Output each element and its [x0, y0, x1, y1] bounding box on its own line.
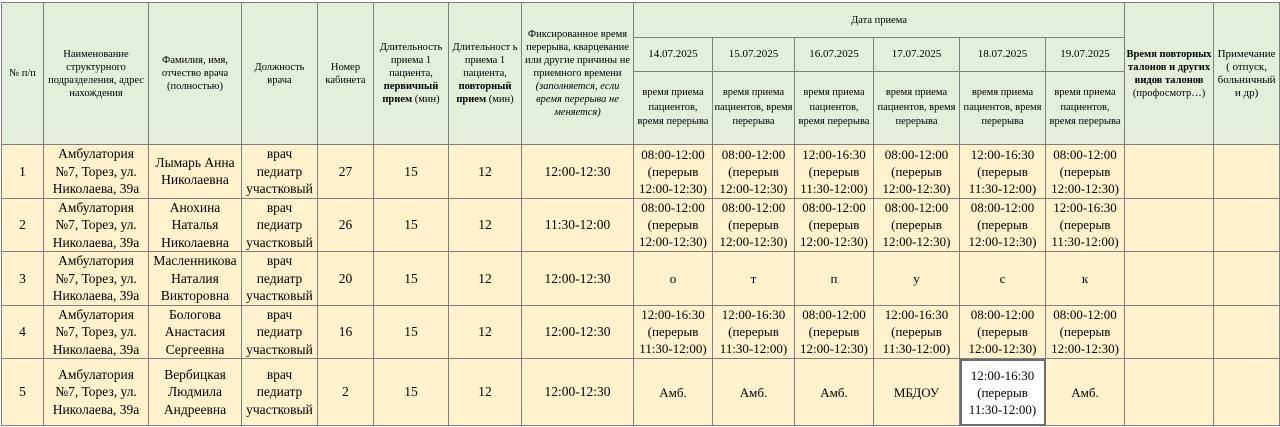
- day-cell: т: [713, 252, 795, 306]
- day-cell: 12:00-16:30 (перерыв 11:30-12:00): [634, 305, 713, 359]
- tickets-note: (профосмотр…): [1132, 87, 1206, 99]
- day-cell: Амб.: [1046, 359, 1125, 426]
- day-cell: МБДОУ: [874, 359, 960, 426]
- row-doctor-name: Масленникова Наталия Викторовна: [149, 252, 242, 306]
- col-subdivision-header: Наименование структурного подразделения, адрес нахождения: [44, 3, 149, 145]
- row-subdivision: Амбулатория №7, Торез, ул. Николаева, 39а: [44, 305, 149, 359]
- day-cell: 12:00-16:30 (перерыв 11:30-12:00): [795, 145, 874, 199]
- table-row: [2, 305, 1280, 359]
- row-room: 16: [318, 305, 374, 359]
- row-position: врач педиатр участковый: [242, 359, 318, 426]
- date-header: 14.07.2025: [634, 38, 713, 72]
- break-note: (заполняется, если время перерыва не меняется): [535, 81, 620, 118]
- col-num-header: № п/п: [2, 3, 44, 145]
- day-cell: о: [634, 252, 713, 306]
- row-position: врач педиатр участковый: [242, 305, 318, 359]
- date-header: 15.07.2025: [713, 38, 795, 72]
- row-break: 12:00-12:30: [522, 305, 634, 359]
- row-tickets: [1125, 145, 1214, 199]
- day-cell: 08:00-12:00 (перерыв 12:00-12:30): [795, 198, 874, 252]
- row-primary: 15: [374, 198, 449, 252]
- row-primary: 15: [374, 305, 449, 359]
- row-primary: 15: [374, 359, 449, 426]
- day-cell: 12:00-16:30 (перерыв 11:30-12:00): [874, 305, 960, 359]
- col-room-header: Номер кабинета: [318, 3, 374, 145]
- col-remark-header: Примечание ( отпуск, больничный и др): [1214, 3, 1280, 145]
- day-cell: у: [874, 252, 960, 306]
- row-repeat: 12: [449, 359, 522, 426]
- table-row: [2, 145, 1280, 199]
- row-repeat: 12: [449, 305, 522, 359]
- col-tickets-header: [1125, 3, 1214, 145]
- day-cell: к: [1046, 252, 1125, 306]
- day-cell: 08:00-12:00 (перерыв 12:00-12:30): [713, 145, 795, 199]
- row-subdivision: Амбулатория №7, Торез, ул. Николаева, 39а: [44, 359, 149, 426]
- row-repeat: 12: [449, 252, 522, 306]
- row-tickets: [1125, 305, 1214, 359]
- row-room: 2: [318, 359, 374, 426]
- row-subdivision: Амбулатория №7, Торез, ул. Николаева, 39а: [44, 198, 149, 252]
- row-num: 5: [2, 359, 44, 426]
- day-cell: 08:00-12:00 (перерыв 12:00-12:30): [960, 305, 1046, 359]
- table-row: [2, 252, 1280, 306]
- row-remark: [1214, 198, 1280, 252]
- row-doctor-name: Лымарь Анна Николаевна: [149, 145, 242, 199]
- day-cell: 08:00-12:00 (перерыв 12:00-12:30): [1046, 145, 1125, 199]
- row-primary: 15: [374, 145, 449, 199]
- primary-unit: (мин): [414, 94, 440, 105]
- day-cell: 12:00-16:30 (перерыв 11:30-12:00): [960, 145, 1046, 199]
- day-cell: 12:00-16:30 (перерыв 11:30-12:00): [1046, 198, 1125, 252]
- row-position: врач педиатр участковый: [242, 145, 318, 199]
- day-cell: 08:00-12:00 (перерыв 12:00-12:30): [960, 198, 1046, 252]
- day-cell: с: [960, 252, 1046, 306]
- day-cell: 08:00-12:00 (перерыв 12:00-12:30): [795, 305, 874, 359]
- primary-text: Длительность приема 1 пациента,: [379, 42, 443, 79]
- day-cell: 08:00-12:00 (перерыв 12:00-12:30): [874, 145, 960, 199]
- row-break: 12:00-12:30: [522, 145, 634, 199]
- col-primary-header: [374, 3, 449, 145]
- tickets-bold: Время повторных талонов и других видов талонов: [1126, 48, 1212, 86]
- day-cell: 08:00-12:00 (перерыв 12:00-12:30): [713, 198, 795, 252]
- date-subheader: время приема пациентов, время перерыва: [1046, 72, 1125, 145]
- row-room: 27: [318, 145, 374, 199]
- row-break: 12:00-12:30: [522, 359, 634, 426]
- row-repeat: 12: [449, 198, 522, 252]
- date-subheader: время приема пациентов, время перерыва: [634, 72, 713, 145]
- col-position-header: Должность врача: [242, 3, 318, 145]
- repeat-bold: повторный прием: [456, 81, 512, 105]
- reception-date-header: Дата приема: [634, 3, 1125, 38]
- row-doctor-name: Вербицкая Людмила Андреевна: [149, 359, 242, 426]
- row-doctor-name: Анохина Наталья Николаевна: [149, 198, 242, 252]
- row-num: 3: [2, 252, 44, 306]
- row-remark: [1214, 252, 1280, 306]
- break-main: Фиксированное время перерыва, кварцевание или другие причины не приемного времени: [525, 29, 630, 79]
- col-break-header: [522, 3, 634, 145]
- row-repeat: 12: [449, 145, 522, 199]
- col-repeat-header: [449, 3, 522, 145]
- date-header: 18.07.2025: [960, 38, 1046, 72]
- table-body: [2, 145, 1280, 426]
- row-room: 26: [318, 198, 374, 252]
- day-cell: Амб.: [795, 359, 874, 426]
- row-num: 4: [2, 305, 44, 359]
- day-cell: 08:00-12:00 (перерыв 12:00-12:30): [1046, 305, 1125, 359]
- row-position: врач педиатр участковый: [242, 198, 318, 252]
- date-subheader: время приема пациентов, время перерыва: [795, 72, 874, 145]
- repeat-text: Длительност ь приема 1 пациента,: [452, 42, 518, 79]
- repeat-unit: (мин): [488, 94, 514, 105]
- day-cell: 08:00-12:00 (перерыв 12:00-12:30): [874, 198, 960, 252]
- day-cell: 08:00-12:00 (перерыв 12:00-12:30): [634, 145, 713, 199]
- table-row: [2, 198, 1280, 252]
- day-cell: Амб.: [713, 359, 795, 426]
- day-cell: 08:00-12:00 (перерыв 12:00-12:30): [634, 198, 713, 252]
- row-subdivision: Амбулатория №7, Торез, ул. Николаева, 39а: [44, 252, 149, 306]
- date-header: 16.07.2025: [795, 38, 874, 72]
- date-subheader: время приема пациентов, время перерыва: [960, 72, 1046, 145]
- row-remark: [1214, 359, 1280, 426]
- primary-bold: первичный прием: [382, 81, 439, 105]
- col-name-header: Фамилия, имя, отчество врача (полностью): [149, 3, 242, 145]
- day-cell-selected[interactable]: 12:00-16:30 (перерыв 11:30-12:00): [960, 359, 1046, 426]
- date-header: 19.07.2025: [1046, 38, 1125, 72]
- date-subheader: время приема пациентов, время перерыва: [874, 72, 960, 145]
- row-remark: [1214, 145, 1280, 199]
- row-room: 20: [318, 252, 374, 306]
- row-break: 12:00-12:30: [522, 252, 634, 306]
- date-header: 17.07.2025: [874, 38, 960, 72]
- schedule-table: [1, 2, 1280, 426]
- day-cell: 12:00-16:30 (перерыв 11:30-12:00): [713, 305, 795, 359]
- row-num: 2: [2, 198, 44, 252]
- day-cell: п: [795, 252, 874, 306]
- row-break: 11:30-12:00: [522, 198, 634, 252]
- row-remark: [1214, 305, 1280, 359]
- row-subdivision: Амбулатория №7, Торез, ул. Николаева, 39а: [44, 145, 149, 199]
- day-cell: Амб.: [634, 359, 713, 426]
- row-num: 1: [2, 145, 44, 199]
- table-row: [2, 359, 1280, 426]
- row-position: врач педиатр участковый: [242, 252, 318, 306]
- row-primary: 15: [374, 252, 449, 306]
- table-header: [2, 3, 1280, 145]
- row-tickets: [1125, 252, 1214, 306]
- row-tickets: [1125, 359, 1214, 426]
- row-tickets: [1125, 198, 1214, 252]
- row-doctor-name: Бологова Анастасия Сергеевна: [149, 305, 242, 359]
- date-subheader: время приема пациентов, время перерыва: [713, 72, 795, 145]
